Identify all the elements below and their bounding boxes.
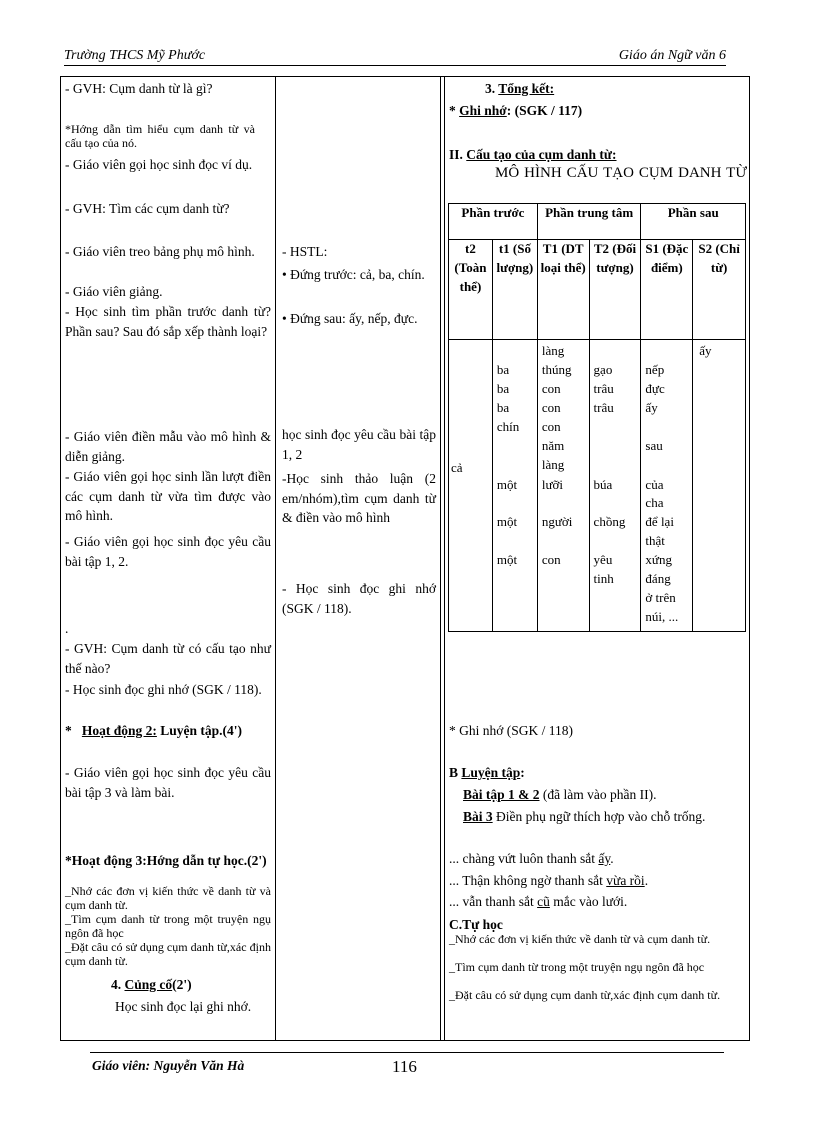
model-title: MÔ HÌNH CẤU TẠO CỤM DANH TỪ (495, 165, 747, 181)
memo-117: * Ghi nhớ: (SGK / 117) (449, 103, 583, 118)
group-before: Phần trước (449, 204, 538, 240)
teacher-activity-column (61, 77, 276, 1040)
guide-structure: *Hớng dẫn tìm hiểu cụm danh từ và cấu tạo của nó. (65, 122, 255, 150)
self-study-note-2: _Tìm cụm danh từ trong một truyện ngụ ngôn đã học (449, 960, 705, 974)
dot: . (65, 621, 69, 636)
student-answer: - HSTL: (282, 244, 328, 259)
exercise-1-2: - Giáo viên gọi học sinh đọc yêu cầu bài tập 1, 2. (65, 534, 271, 569)
consolidation-text: Học sinh đọc lại ghi nhớ. (115, 999, 252, 1014)
self-study-note-3: _Đặt câu có sử dụng cụm danh từ,xác định cụm danh từ. (449, 988, 721, 1002)
lesson-table (60, 76, 750, 1041)
read-example: - Giáo viên gọi học sinh đọc ví dụ. (65, 157, 253, 172)
self-study-note-1: _Nhớ các đơn vị kiến thức về danh từ và cụm danh từ. (449, 932, 711, 946)
self-study-3: _Đặt câu có sử dụng cụm danh từ,xác định cụm danh từ. (65, 940, 271, 968)
col-t1: t1 (Số lượng) (492, 240, 537, 340)
memo-118: * Ghi nhớ (SGK / 118) (449, 723, 574, 738)
exercise-3-note: Bài 3 Điền phụ ngữ thích hợp vào chỗ trống. (463, 809, 706, 824)
summary-heading: 3. Tổng kết: (485, 81, 555, 96)
group-after: Phần sau (641, 204, 746, 240)
student-activity-column (276, 77, 441, 1040)
cell-S1: nếp đực ấy sau của cha để lại thật xứng đáng ở trên núi, ... (641, 340, 693, 632)
read-memo: - Học sinh đọc ghi nhớ (SGK / 118). (65, 682, 262, 697)
example-2: ... Thận không ngờ thanh sắt vừa rồi. (449, 873, 649, 888)
content-column (441, 77, 749, 1040)
activity-3-heading: *Hoạt động 3:Hớng dẫn tự học.(2') (65, 853, 267, 868)
self-study-1: _Nhớ các đơn vị kiến thức về danh từ và cụm danh từ. (65, 884, 271, 912)
teacher-explains: - Giáo viên giảng. (65, 284, 163, 299)
student-read-exercise: học sinh đọc yêu cầu bài tập 1, 2 (282, 427, 436, 462)
example-3: ... vẫn thanh sắt cũ mắc vào lưới. (449, 894, 628, 909)
self-study-2: _Tìm cụm danh từ trong một truyện ngụ ngôn đã học (65, 912, 271, 940)
question-structure: - GVH: Cụm danh từ có cấu tạo như thế nào? (65, 641, 271, 676)
cell-S2: ấy (693, 340, 746, 632)
noun-phrase-model-table (448, 203, 746, 632)
students-fill: - Giáo viên gọi học sinh lần lượt điền các cụm danh từ vừa tìm được vào mô hình. (65, 469, 271, 524)
cell-t2: cả (449, 340, 493, 632)
footer-rule (90, 1052, 724, 1053)
exercise-1-2-note: Bài tập 1 & 2 (đã làm vào phần II). (463, 787, 657, 802)
page-number: 116 (392, 1057, 417, 1076)
col-T2: T2 (Đối tượng) (589, 240, 641, 340)
cell-T1: làng thúng con con con năm làng lưỡi người con (537, 340, 589, 632)
teacher-name: Giáo viên: Nguyễn Văn Hà (92, 1058, 245, 1073)
activity-2-heading: * Hoạt động 2: Luyện tập.(4') (65, 723, 243, 738)
document-title: Giáo án Ngữ văn 6 (618, 48, 726, 63)
student-discuss: -Học sinh thảo luận (2 em/nhóm),tìm cụm danh từ & điền vào mô hình (282, 471, 436, 526)
group-center: Phần trung tâm (537, 204, 641, 240)
example-1: ... chàng vứt luôn thanh sắt ấy. (449, 851, 614, 866)
self-study-heading: C.Tự học (449, 917, 503, 932)
question-definition: - GVH: Cụm danh từ là gì? (65, 81, 213, 96)
fill-model: - Giáo viên điền mẫu vào mô hình & diễn giảng. (65, 429, 271, 464)
school-name: Trường THCS Mỹ Phước (64, 48, 206, 63)
answer-before: • Đứng trước: cả, ba, chín. (282, 267, 425, 282)
col-S1: S1 (Đặc điểm) (641, 240, 693, 340)
col-t2: t2 (Toàn thể) (449, 240, 493, 340)
cell-t1: ba ba ba chín một một một (492, 340, 537, 632)
cell-T2: gạo trâu trâu búa chồng yêu tinh (589, 340, 641, 632)
consolidation-heading: 4. Củng cố(2') (111, 977, 192, 992)
practice-heading: B Luyện tập: (449, 765, 525, 780)
exercise-3: - Giáo viên gọi học sinh đọc yêu cầu bài tập 3 và làm bài. (65, 765, 271, 800)
col-T1: T1 (DT loại thể) (537, 240, 589, 340)
model-board: - Giáo viên treo bảng phụ mô hình. (65, 244, 255, 259)
col-S2: S2 (Chỉ từ) (693, 240, 746, 340)
find-parts: - Học sinh tìm phần trước danh từ? Phần sau? Sau đó sắp xếp thành loại? (65, 304, 271, 339)
answer-after: • Đứng sau: ấy, nếp, đực. (282, 311, 418, 326)
student-read-memo: - Học sinh đọc ghi nhớ (SGK / 118). (282, 581, 436, 616)
find-phrases: - GVH: Tìm các cụm danh từ? (65, 201, 230, 216)
page-header (64, 44, 726, 66)
section-2-heading: II. Cấu tạo của cụm danh từ: (449, 147, 617, 162)
